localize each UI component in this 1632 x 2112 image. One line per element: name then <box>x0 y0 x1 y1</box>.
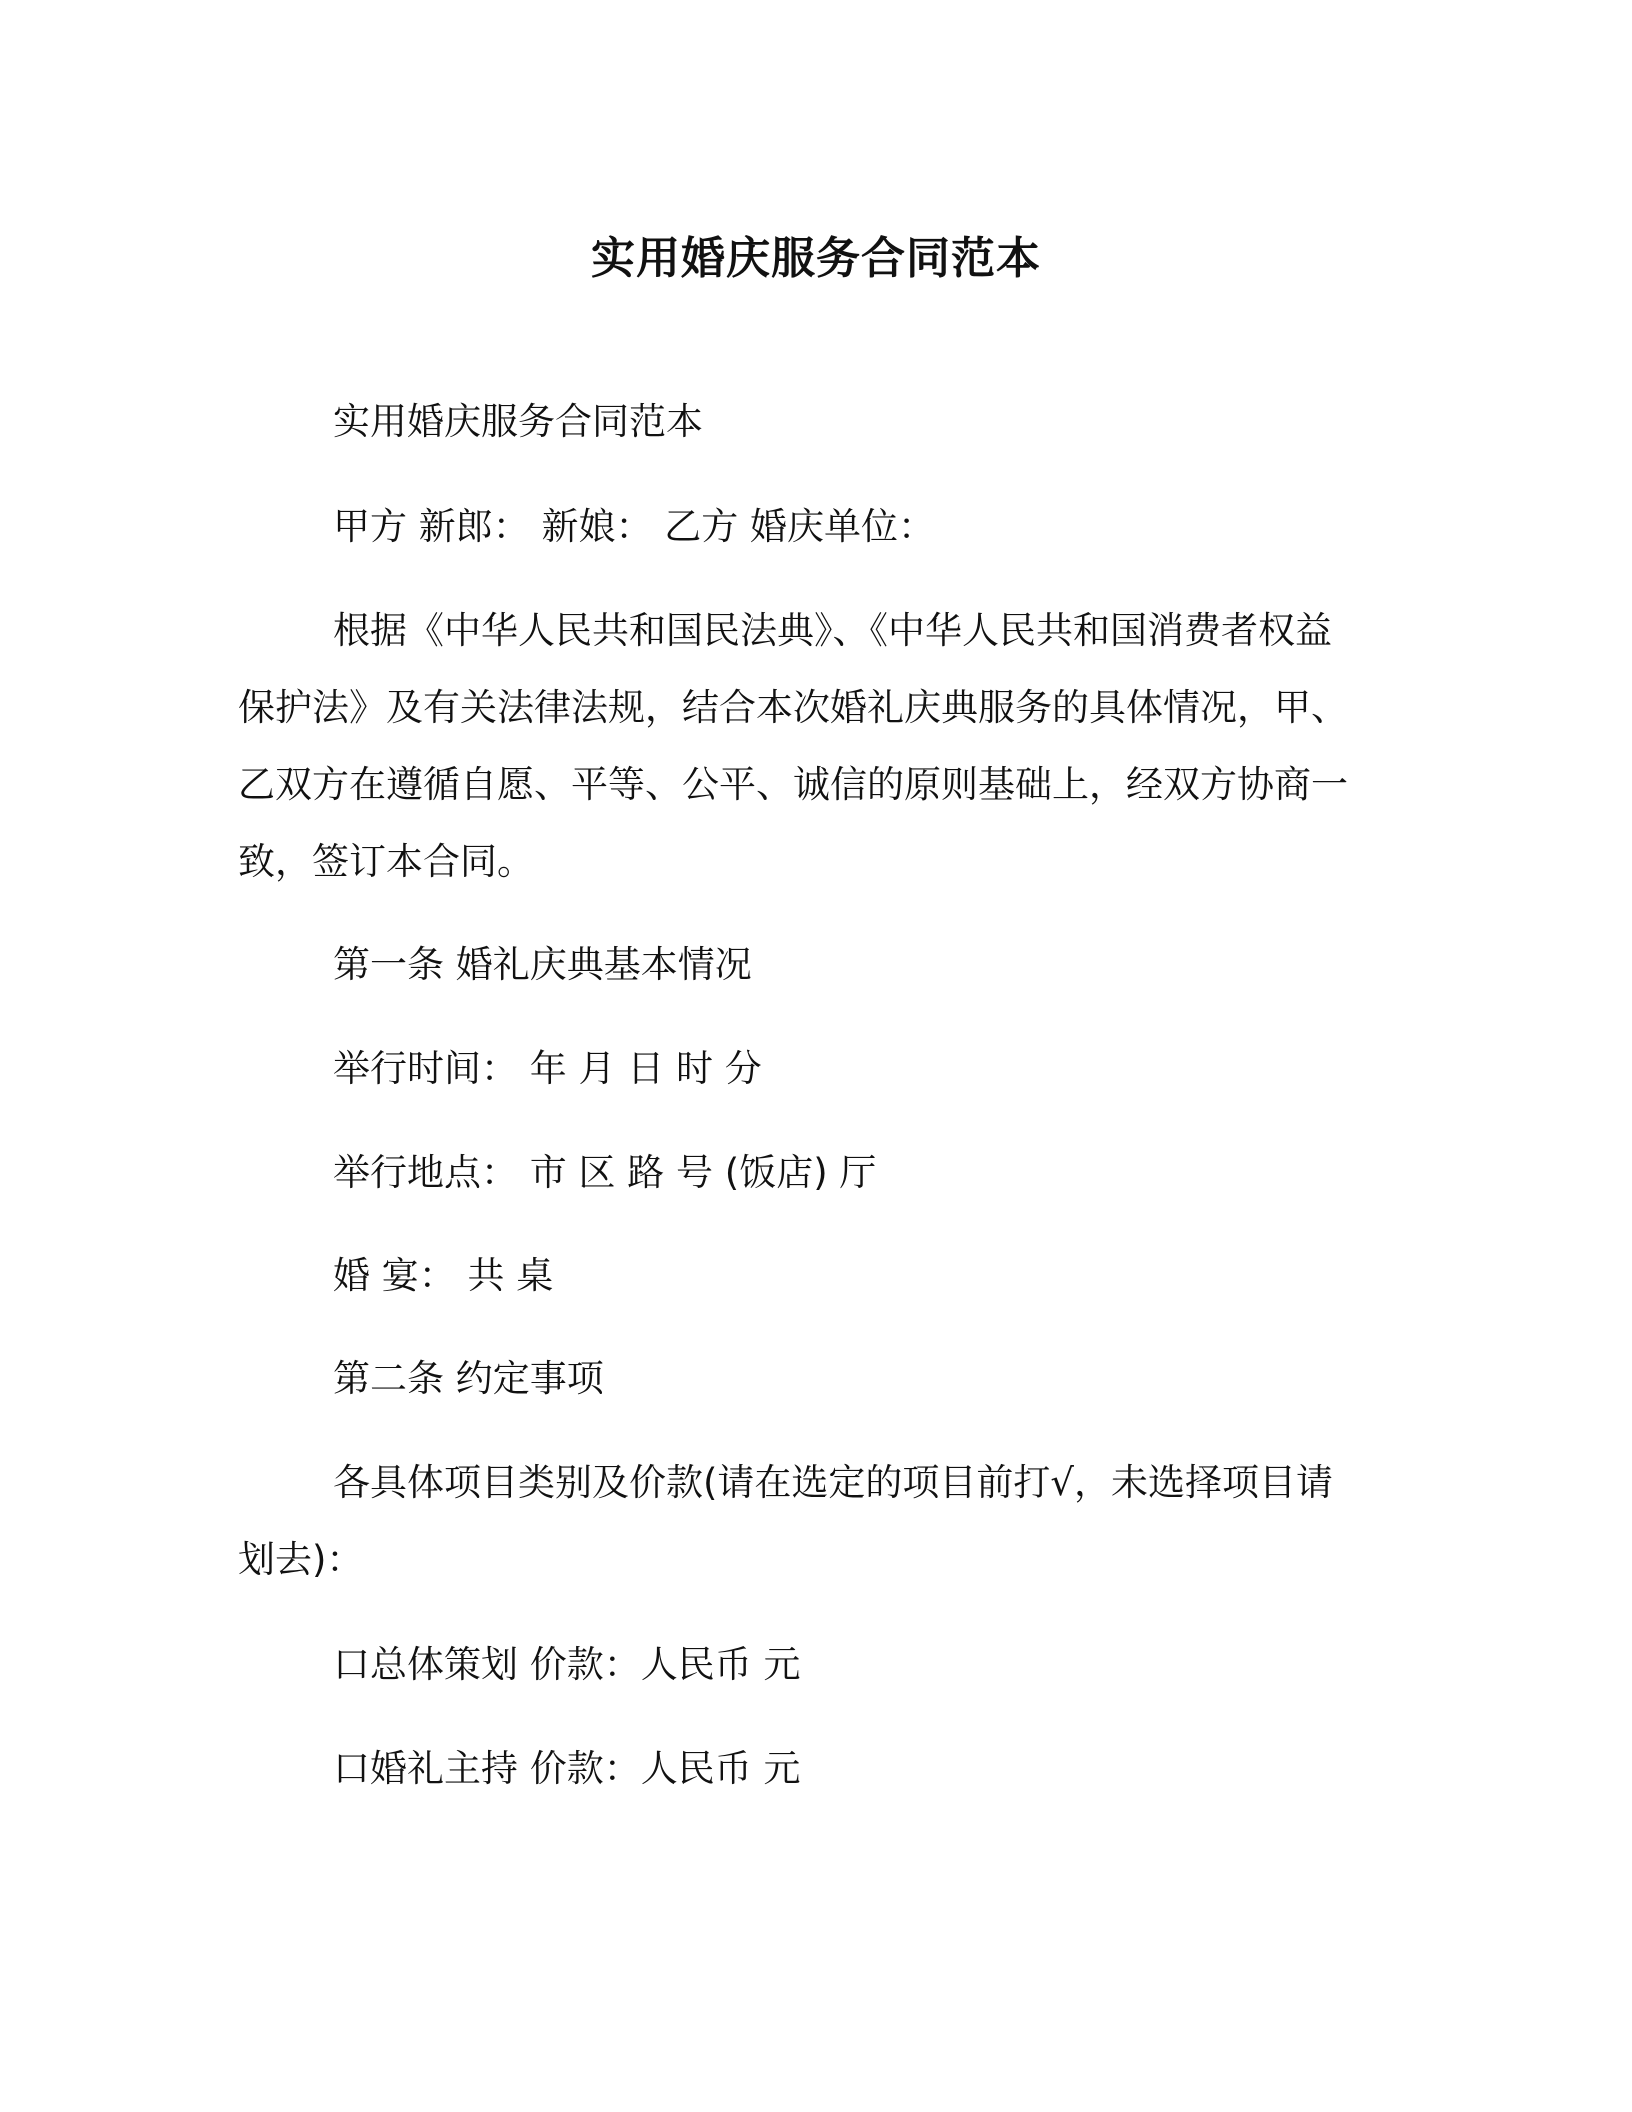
banquet-tables: 婚 宴： 共 桌 <box>333 1254 554 1297</box>
article-2-heading: 第二条 约定事项 <box>333 1357 604 1400</box>
preamble-line-4: 致，签订本合同。 <box>238 840 534 883</box>
preamble-line-2: 保护法》及有关法律法规，结合本次婚礼庆典服务的具体情况，甲、 <box>238 686 1348 729</box>
instruction-line-2: 划去)： <box>238 1538 364 1581</box>
instruction-line-1: 各具体项目类别及价款(请在选定的项目前打√，未选择项目请 <box>333 1461 1334 1504</box>
ceremony-time: 举行时间： 年 月 日 时 分 <box>333 1047 762 1090</box>
document-title: 实用婚庆服务合同范本 <box>591 233 1041 284</box>
item-wedding-host: 口婚礼主持 价款：人民币 元 <box>333 1747 801 1790</box>
parties-line: 甲方 新郎： 新娘： 乙方 婚庆单位： <box>333 505 936 548</box>
preamble-line-1: 根据《中华人民共和国民法典》、《中华人民共和国消费者权益 <box>333 609 1332 652</box>
ceremony-place: 举行地点： 市 区 路 号 (饭店) 厅 <box>333 1151 877 1194</box>
subtitle: 实用婚庆服务合同范本 <box>333 400 703 443</box>
preamble-line-3: 乙双方在遵循自愿、平等、公平、诚信的原则基础上，经双方协商一 <box>238 763 1348 806</box>
item-overall-planning: 口总体策划 价款：人民币 元 <box>333 1643 801 1686</box>
article-1-heading: 第一条 婚礼庆典基本情况 <box>333 943 752 986</box>
